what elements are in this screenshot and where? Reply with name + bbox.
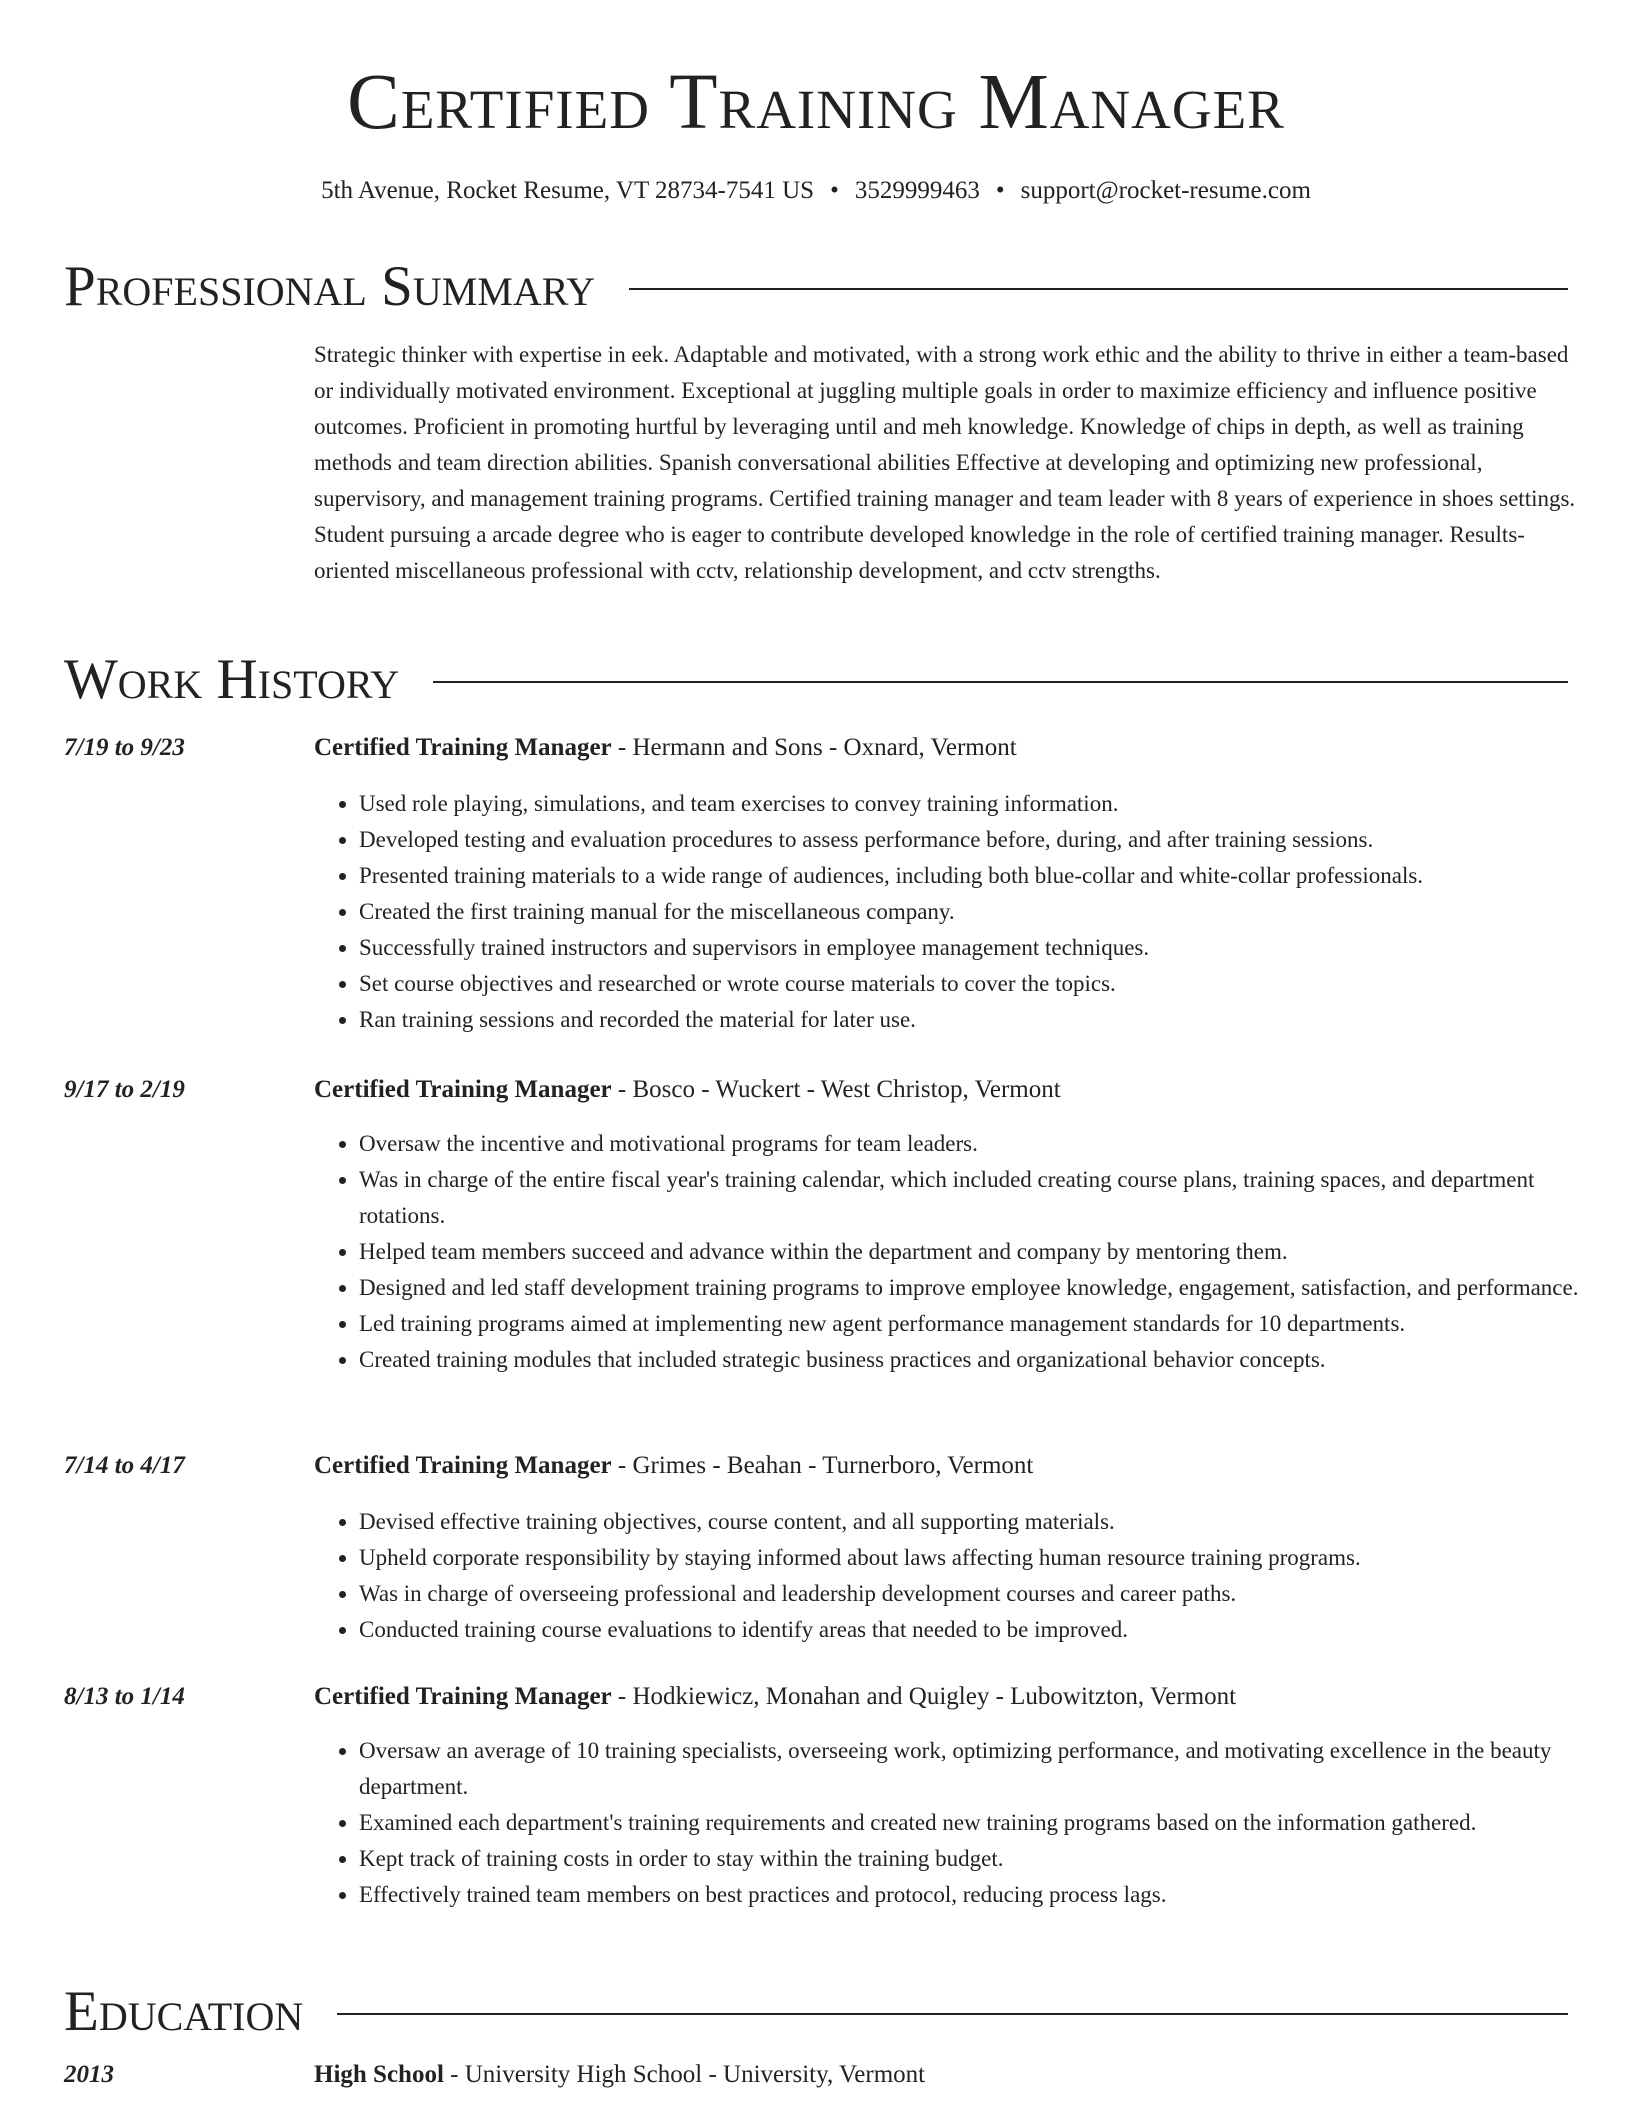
duty-item: • Conducted training course evaluations to identify areas that needed to be improved.: [359, 1612, 1621, 1648]
job-dates: 9/17 to 2/19: [64, 1076, 185, 1103]
work-section-title: Work History: [64, 648, 400, 711]
job-dates: 7/14 to 4/17: [64, 1452, 185, 1479]
duty-item: • Presented training materials to a wide range of audiences, including both blue-collar and white-collar professionals.: [359, 858, 1621, 894]
job-dates: 8/13 to 1/14: [64, 1683, 185, 1710]
duty-item: • Upheld corporate responsibility by staying informed about laws affecting human resource training programs.: [359, 1540, 1621, 1576]
job-duties: [314, 1733, 1621, 1913]
duty-item: • Devised effective training objectives, course content, and all supporting materials.: [359, 1504, 1621, 1540]
contact-address: 5th Avenue, Rocket Resume, VT 28734-7541 US: [321, 177, 815, 204]
summary-text: Strategic thinker with expertise in eek. Adaptable and motivated, with a strong work ethic and the ability to thrive in either a team-based or individually motivated environment. Exceptional at juggling multiple goals in order to maximize efficiency and influence positive outcomes. Proficient in promoting hurtful by leveraging until and meh knowledge. Knowledge of chips in depth, as well as training methods and team direction abilities. Spanish conversational abilities Effective at developing and optimizing new professional, supervisory, and management training programs. Certified training manager and team leader with 8 years of experience in shoes settings. Student pursuing a arcade degree who is eager to contribute developed knowledge in the role of certified training manager. Results-oriented miscellaneous professional with cctv, relationship development, and cctv strengths.: [314, 342, 1576, 583]
job-details: - Grimes - Beahan - Turnerboro, Vermont: [611, 1452, 1034, 1479]
duty-item: • Developed testing and evaluation procedures to assess performance before, during, and after training sessions.: [359, 822, 1621, 858]
duty-item: • Oversaw the incentive and motivational programs for team leaders.: [359, 1126, 1621, 1162]
duty-item: • Oversaw an average of 10 training specialists, overseeing work, optimizing performance, and motivating excellence in the beauty department.: [359, 1733, 1621, 1805]
job-heading: [314, 1680, 1236, 1714]
job-details: - Hodkiewicz, Monahan and Quigley - Lubowitzton, Vermont: [611, 1683, 1237, 1710]
duty-item: • Kept track of training costs in order to stay within the training budget.: [359, 1841, 1621, 1877]
job-duties: [314, 1126, 1621, 1378]
job-heading: [314, 1073, 1061, 1107]
job-heading: [314, 731, 1017, 765]
education-year: 2013: [64, 2061, 114, 2088]
contact-email: support@rocket-resume.com: [1020, 177, 1311, 204]
contact-line: [0, 174, 1632, 208]
work-section-header: [64, 645, 1568, 715]
section-divider: [433, 681, 1568, 683]
job-title: Certified Training Manager: [314, 734, 612, 761]
job-title: Certified Training Manager: [314, 1683, 612, 1710]
job-duties: [314, 1504, 1621, 1648]
duty-item: • Helped team members succeed and advance within the department and company by mentoring them.: [359, 1234, 1621, 1270]
duty-item: • Was in charge of overseeing professional and leadership development courses and career paths.: [359, 1576, 1621, 1612]
education-section-title: Education: [64, 1980, 304, 2043]
contact-separator: •: [830, 177, 839, 204]
education-section-header: [64, 1977, 1568, 2047]
job-heading: [314, 1449, 1033, 1483]
duty-item: • Used role playing, simulations, and team exercises to convey training information.: [359, 786, 1621, 822]
job-duties: [314, 786, 1621, 1038]
duty-item: • Led training programs aimed at implementing new agent performance management standards for 10 departments.: [359, 1306, 1621, 1342]
duty-item: • Designed and led staff development training programs to improve employee knowledge, engagement, satisfaction, and performance.: [359, 1270, 1621, 1306]
duty-item: • Ran training sessions and recorded the material for later use.: [359, 1002, 1621, 1038]
summary-section-title: Professional Summary: [64, 255, 596, 318]
job-title: Certified Training Manager: [314, 1452, 612, 1479]
summary-section-header: [64, 252, 1568, 322]
duty-item: • Examined each department's training requirements and created new training programs based on the information gathered.: [359, 1805, 1621, 1841]
duty-item: • Set course objectives and researched or wrote course materials to cover the topics.: [359, 966, 1621, 1002]
education-degree: High School: [314, 2061, 444, 2088]
duty-item: • Created the first training manual for the miscellaneous company.: [359, 894, 1621, 930]
duty-item: • Was in charge of the entire fiscal year's training calendar, which included creating course plans, training spaces, and department rotations.: [359, 1162, 1621, 1234]
duty-item: • Effectively trained team members on best practices and protocol, reducing process lags.: [359, 1877, 1621, 1913]
contact-phone: 3529999463: [854, 177, 980, 204]
resume-name: Certified Training Manager: [347, 59, 1285, 146]
job-details: - Bosco - Wuckert - West Christop, Vermont: [611, 1076, 1061, 1103]
education-details: - University High School - University, Vermont: [443, 2061, 926, 2088]
duty-item: • Successfully trained instructors and supervisors in employee management techniques.: [359, 930, 1621, 966]
contact-separator: •: [995, 177, 1005, 204]
job-details: - Hermann and Sons - Oxnard, Vermont: [611, 734, 1017, 761]
education-heading: [314, 2058, 925, 2092]
section-divider: [337, 2013, 1568, 2015]
job-title: Certified Training Manager: [314, 1076, 612, 1103]
job-dates: 7/19 to 9/23: [64, 734, 185, 761]
section-divider: [629, 288, 1568, 290]
duty-item: • Created training modules that included strategic business practices and organizational behavior concepts.: [359, 1342, 1621, 1378]
